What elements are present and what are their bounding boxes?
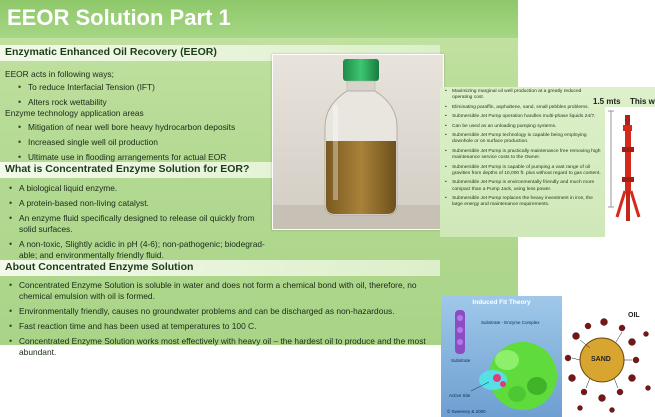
list-item: • Concentrated Enzyme Solution is soluble in water and does not form a chemical bond with oil, therefore, no chemical emulsion with oil is formed. (5, 280, 437, 302)
enzyme-bottle-photo (272, 54, 444, 230)
induced-fit-diagram (441, 296, 562, 417)
list-item: • Maximizing marginal oil well production at a greatly reduced operating cost. (443, 89, 603, 101)
induced-fit-title: Induced Fit Theory (472, 299, 531, 306)
areas-intro: Enzyme technology application areas (5, 108, 144, 118)
eeor-intro: EEOR acts in following ways; (5, 69, 114, 79)
list-item: • Fast reaction time and has been used at temperatures to 100 C. (5, 321, 437, 332)
active-site-label: Active Site (449, 393, 471, 398)
list-item: • Submersible Jet Pump is environmentally friendly and much more compact than a Pump Jack, using less power. (443, 180, 603, 192)
jet-pump-panel (440, 87, 655, 237)
list-item: • A protein-based non-living catalyst. (5, 198, 273, 209)
oil-label: OIL (628, 312, 640, 319)
list-item: • Environmentally friendly, causes no groundwater problems and can be discharged as non-hazardous. (5, 306, 437, 317)
list-item: • An enzyme fluid specifically designed to release oil quickly from solid surfaces. (5, 213, 273, 235)
slide-title: EEOR Solution Part 1 (7, 5, 231, 30)
sand-oil-diagram (562, 296, 655, 417)
list-item: • Increased single well oil production (14, 137, 274, 148)
complex-label: Substrate - Enzyme Complex (481, 320, 540, 325)
list-item: • Can be used as an unloading pumping systems. (443, 124, 603, 130)
list-item: • Submersible Jet Pump is practically maintenance free removing high maintenance service costs to the Owner. (443, 149, 603, 161)
list-item: • Mitigation of near well bore heavy hydrocarbon deposits (14, 122, 274, 133)
credit-label: © Sweeney & 2000 (447, 409, 486, 414)
slide-title-bar (0, 0, 518, 38)
list-item: • Alters rock wettability (14, 97, 269, 108)
application-areas-list (14, 122, 274, 167)
section-heading-text: Enzymatic Enhanced Oil Recovery (EEOR) (5, 46, 217, 58)
list-item: • Submersible Jet Pump operation handles multi-phase liquids 24/7. (443, 114, 603, 120)
list-item: • Submersible Jet Pump is capable of pumping a vast range of oil gravities from depths of 10,000 ft. plus without regard to gas content. (443, 165, 603, 177)
list-item: • To reduce Interfacial Tension (IFT) (14, 82, 269, 93)
substrate-label: Substrate (451, 358, 471, 363)
jet-pump-image (605, 107, 655, 237)
pump-benefits-list (443, 89, 603, 212)
list-item: • Submersible Jet Pump replaces the heavy investment in iron, the large energy and maintenance requirements. (443, 196, 603, 208)
list-item: • Ultimate use in flooding arrangements for actual EOR (14, 152, 274, 163)
section-heading-about (0, 260, 440, 276)
list-item: • Eliminating paraffin, asphaltene, sand, small pebbles problems. (443, 105, 603, 111)
list-item: • Submersible Jet Pump technology is capable being employing downhole or on surface production. (443, 133, 603, 145)
what-is-list (5, 183, 273, 265)
pump-length-label: 1.5 mts (593, 97, 621, 106)
list-item: • Concentrated Enzyme Solution works most effectively with heavy oil – the hardest oil to produce and the most abundant. (5, 336, 437, 358)
list-item: • A non-toxic, Slightly acidic in pH (4-6); non-pathogenic; biodegrad-able; and environmentally friendly fluid. (5, 239, 273, 261)
section-heading-text: What is Concentrated Enzyme Solution for EOR? (5, 163, 250, 175)
section-heading-text: About Concentrated Enzyme Solution (5, 261, 194, 273)
list-item: • A biological liquid enzyme. (5, 183, 273, 194)
pump-caption: This w (630, 97, 655, 106)
sand-label: SAND (591, 356, 611, 363)
about-list (5, 280, 437, 362)
induced-fit-panel (441, 296, 655, 417)
